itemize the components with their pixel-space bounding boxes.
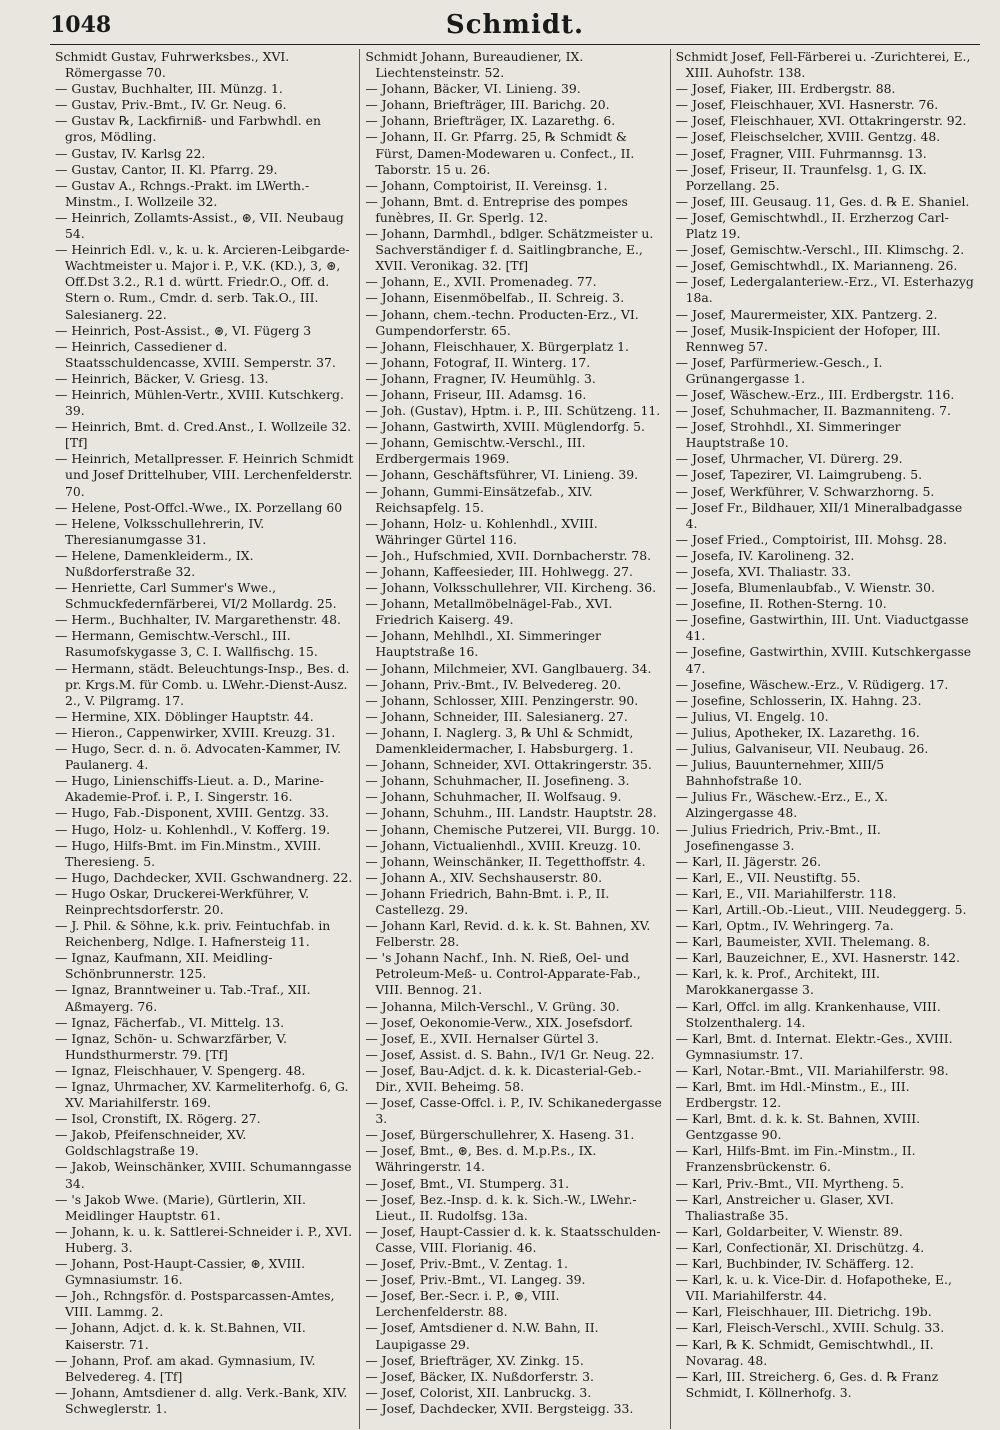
directory-entry: — Karl, ℞ K. Schmidt, Gemischtwhdl., II. Novarag. 48.: [675, 1336, 934, 1368]
directory-entry: — Johann, Schlosser, XIII. Penzingerstr. 90.: [365, 692, 639, 708]
directory-entry: — Josef, Priv.-Bmt., V. Zentag. 1.: [365, 1256, 568, 1272]
directory-entry: — Karl, k. k. Prof., Architekt, III. Marokkanergasse 3.: [675, 966, 880, 998]
directory-entry: — Karl, III. Streicherg. 6, Ges. d. ℞ Franz Schmidt, I. Köllnerhofg. 3.: [675, 1368, 939, 1400]
directory-entry: — Hugo, Secr. d. n. ö. Advocaten-Kammer, IV. Paulanerg. 4.: [55, 741, 342, 773]
directory-entry: — Johann, Adjct. d. k. k. St.Bahnen, VII. Kaiserstr. 71.: [55, 1320, 306, 1352]
directory-entry: — Josef, Bmt., VI. Stumperg. 31.: [365, 1175, 570, 1191]
directory-entry: — Johann, Geschäftsführer, VI. Linieng. 39.: [365, 467, 639, 483]
directory-entry: — Hugo, Fab.-Disponent, XVIII. Gentzg. 33.: [55, 805, 329, 821]
directory-entry: Schmidt Gustav, Fuhrwerksbes., XVI. Römergasse 70.: [55, 49, 290, 81]
directory-entry: — Josef, Briefträger, XV. Zinkg. 15.: [365, 1352, 584, 1368]
directory-entry: — 's Johann Nachf., Inh. N. Rieß, Oel- und Petroleum-Meß- u. Control-Apparate-Fab., VIII. Bennog. 21.: [365, 950, 641, 998]
directory-entry: — Julius, Galvaniseur, VII. Neubaug. 26.: [675, 741, 929, 757]
directory-entry: — Heinrich Edl. v., k. u. k. Arcieren-Leibgarde-Wachtmeister u. Major i. P., V.K. (KD.), 3, ⊛, Off.Dst 3.2., R.1 d. württ. Friedr.O., Off. d. Stern o. Rum., Cmdr. d. serb. Tak.O., III. Salesianerg. 22.: [55, 242, 350, 322]
directory-entry: — Josef, Bäcker, IX. Nußdorferstr. 3.: [365, 1368, 594, 1384]
directory-entry: Schmidt Josef, Fell-Färberei u. -Zurichterei, E., XIII. Auhofstr. 138.: [675, 49, 971, 81]
directory-entry: — Johann Karl, Revid. d. k. k. St. Bahnen, XV. Felberstr. 28.: [365, 918, 651, 950]
directory-entry: — Heinrich, Metallpresser. F. Heinrich Schmidt und Josef Drittelhuber, VIII. Lerchenfelderstr. 70.: [55, 451, 354, 499]
column-left: [50, 49, 359, 1429]
directory-entry: — Gustav, Priv.-Bmt., IV. Gr. Neug. 6.: [55, 97, 287, 113]
directory-entry: — Johann, Holz- u. Kohlenhdl., XVIII. Währinger Gürtel 116.: [365, 515, 598, 547]
directory-entry: — Karl, Optm., IV. Wehringerg. 7a.: [675, 918, 894, 934]
directory-entry: — Johann, Prof. am akad. Gymnasium, IV. Belvedereg. 4. [Tf]: [55, 1352, 316, 1384]
directory-entry: — Helene, Volksschullehrerin, IV. Theresianumgasse 31.: [55, 515, 265, 547]
directory-entry: — Josef, Maurermeister, XIX. Pantzerg. 2.: [675, 306, 938, 322]
directory-entry: — Johann, E., XVII. Promenadeg. 77.: [365, 274, 597, 290]
directory-entry: — Josef, Fleischselcher, XVIII. Gentzg. 48.: [675, 129, 941, 145]
directory-entry: — Jakob, Pfeifenschneider, XV. Goldschlagstraße 19.: [55, 1127, 247, 1159]
page-header: [50, 8, 980, 45]
directory-entry: — J. Phil. & Söhne, k.k. priv. Feintuchfab. in Reichenberg, Ndlge. I. Hafnersteig 11.: [55, 918, 331, 950]
directory-entry: — Josef, Gemischtwhdl., II. Erzherzog Carl-Platz 19.: [675, 209, 949, 242]
directory-entry: — Johann, Amtsdiener d. allg. Verk.-Bank, XIV. Schweglerstr. 1.: [55, 1384, 348, 1416]
directory-entry: — Johann, Darmhdl., bdlger. Schätzmeister u. Sachverständiger f. d. Saitlingbranche, E., XVII. Veronikag. 32. [Tf]: [365, 226, 654, 274]
directory-entry: — Johann, Metallmöbelnägel-Fab., XVI. Friedrich Kaiserg. 49.: [365, 596, 613, 628]
running-head: Schmidt.: [445, 10, 585, 40]
directory-entry: — Johann, Post-Haupt-Cassier, ⊛, XVIII. Gymnasiumstr. 16.: [55, 1256, 306, 1288]
directory-entry: — Gustav ℞, Lackfirniß- und Farbwhdl. en gros, Mödling.: [55, 113, 321, 145]
directory-entry: — Karl, E., VII. Mariahilferstr. 118.: [675, 885, 897, 901]
directory-entry: — Heinrich, Mühlen-Vertr., XVIII. Kutschkerg. 39.: [55, 386, 344, 419]
directory-entry: — Johann, Gummi-Einsätzefab., XIV. Reichsapfelg. 15.: [365, 483, 593, 515]
directory-entry: — Josef Fried., Comptoirist, III. Mohsg. 28.: [675, 531, 947, 547]
directory-entry: — Hermine, XIX. Döblinger Hauptstr. 44.: [55, 708, 314, 724]
directory-entry: — Johann, Bäcker, VI. Linieng. 39.: [365, 81, 581, 97]
directory-entry: — Josefine, Schlosserin, IX. Hahng. 23.: [675, 692, 922, 708]
directory-entry: — Josef, Bürgerschullehrer, X. Haseng. 31.: [365, 1127, 635, 1143]
directory-entry: — Josef, Uhrmacher, VI. Dürerg. 29.: [675, 451, 903, 467]
directory-entry: — Karl, E., VII. Neustiftg. 55.: [675, 869, 861, 885]
directory-entry: — Karl, Notar.-Bmt., VII. Mariahilferstr. 98.: [675, 1062, 949, 1078]
directory-entry: — Helene, Post-Offcl.-Wwe., IX. Porzellang 60: [55, 499, 343, 515]
directory-entry: — Karl, Baumeister, XVII. Thelemang. 8.: [675, 934, 931, 950]
directory-entry: — Herm., Buchhalter, IV. Margarethenstr. 48.: [55, 612, 341, 628]
directory-entry: — Jakob, Weinschänker, XVIII. Schumanngasse 34.: [55, 1159, 352, 1191]
directory-entry: — Josef, Gemischtwhdl., IX. Marianneng. 26.: [675, 258, 958, 274]
directory-entry: — Karl, Fleischhauer, III. Dietrichg. 19b.: [675, 1304, 932, 1320]
directory-entry: — Karl, Anstreicher u. Glaser, XVI. Thaliastraße 35.: [675, 1191, 894, 1223]
directory-entry: — Gustav, Cantor, II. Kl. Pfarrg. 29.: [55, 161, 278, 177]
directory-entry: — Hugo Oskar, Druckerei-Werkführer, V. Reinprechtsdorferstr. 20.: [55, 885, 310, 917]
directory-entry: — Josef, Schuhmacher, II. Bazmanniteng. 7.: [675, 403, 951, 419]
directory-entry: — Heinrich, Cassediener d. Staatsschuldencasse, XVIII. Semperstr. 37.: [55, 338, 336, 370]
directory-entry: — Johann, Briefträger, IX. Lazarethg. 6.: [365, 113, 616, 129]
directory-entry: — Josef, Fiaker, III. Erdbergstr. 88.: [675, 81, 896, 97]
directory-entry: — Josef, Colorist, XII. Lanbruckg. 3.: [365, 1384, 592, 1400]
directory-entry: — Johann, Fleischhauer, X. Bürgerplatz 1.: [365, 338, 629, 354]
directory-entry: — Johann, Schuhm., III. Landstr. Hauptstr. 28.: [365, 805, 657, 821]
directory-entry: — Josefine, Gastwirthin, XVIII. Kutschkergasse 47.: [675, 644, 972, 676]
directory-entry: — Julius, VI. Engelg. 10.: [675, 708, 829, 724]
directory-entry: — Josef, Friseur, II. Traunfelsg. 1, G. IX. Porzellang. 25.: [675, 161, 927, 193]
directory-entry: — Henriette, Carl Summer's Wwe., Schmuckfedernfärberei, VI/2 Mollardg. 25.: [55, 580, 337, 612]
directory-entry: — Johann, Schuhmacher, II. Josefineng. 3.: [365, 773, 630, 789]
directory-entry: — Josef, Musik-Inspicient der Hofoper, III. Rennweg 57.: [675, 322, 941, 354]
directory-entry: — Heinrich, Zollamts-Assist., ⊛, VII. Neubaug 54.: [55, 209, 344, 242]
directory-entry: — Josef, Ledergalanteriew.-Erz., VI. Esterhazyg 18a.: [675, 274, 974, 306]
directory-entry: — Josef, Wäschew.-Erz., III. Erdbergstr. 116.: [675, 386, 955, 402]
directory-entry: — Karl, Goldarbeiter, V. Wienstr. 89.: [675, 1223, 903, 1239]
directory-entry: — Josef, Gemischtw.-Verschl., III. Klimschg. 2.: [675, 242, 965, 258]
directory-entry: — Karl, Buchbinder, IV. Schäfferg. 12.: [675, 1256, 914, 1272]
directory-entry: — Josef, Assist. d. S. Bahn., IV/1 Gr. Neug. 22.: [365, 1046, 655, 1062]
directory-entry: — Gustav A., Rchngs.-Prakt. im LWerth.-Minstm., I. Wollzeile 32.: [55, 177, 310, 209]
directory-entry: — Julius Friedrich, Priv.-Bmt., II. Josefinengasse 3.: [675, 821, 881, 853]
directory-entry: — Josef, Amtsdiener d. N.W. Bahn, II. Laupigasse 29.: [365, 1320, 599, 1352]
directory-entry: — Johann, Schneider, XVI. Ottakringerstr. 35.: [365, 757, 652, 773]
directory-entry: — Josef, Fleischhauer, XVI. Hasnerstr. 76.: [675, 97, 939, 113]
directory-entry: — Julius, Bauunternehmer, XIII/5 Bahnhofstraße 10.: [675, 757, 885, 789]
directory-entry: — Ignaz, Uhrmacher, XV. Karmeliterhofg. 6, G. XV. Mariahilferstr. 169.: [55, 1079, 349, 1111]
directory-entry: — Josef, Fleischhauer, XVI. Ottakringerstr. 92.: [675, 113, 967, 129]
directory-entry: — Karl, Hilfs-Bmt. im Fin.-Minstm., II. Franzensbrückenstr. 6.: [675, 1143, 916, 1175]
directory-entry: — Johann, Fragner, IV. Heumühlg. 3.: [365, 370, 596, 386]
directory-entry: — Heinrich, Bäcker, V. Griesg. 13.: [55, 370, 269, 386]
directory-entry: — Hermann, Gemischtw.-Verschl., III. Rasumofskygasse 3, C. I. Wallfischg. 15.: [55, 628, 318, 660]
directory-entry: — Joh., Hufschmied, XVII. Dornbacherstr. 78.: [365, 547, 652, 563]
directory-entry: — Hieron., Cappenwirker, XVIII. Kreuzg. 31.: [55, 724, 336, 740]
directory-entry: — Josefa, XVI. Thaliastr. 33.: [675, 564, 851, 579]
directory-entry: — Karl, II. Jägerstr. 26.: [675, 853, 822, 869]
directory-entry: — Karl, Bauzeichner, E., XVI. Hasnerstr. 142.: [675, 950, 960, 966]
directory-entry: — Karl, Confectionär, XI. Drischützg. 4.: [675, 1239, 925, 1255]
directory-entry: — Josef, Parfürmeriew.-Gesch., I. Grünangergasse 1.: [675, 354, 883, 386]
directory-entry: — Josef, Fragner, VIII. Fuhrmannsg. 13.: [675, 145, 927, 161]
directory-entry: — Josef, Casse-Offcl. i. P., IV. Schikanedergasse 3.: [365, 1095, 662, 1127]
directory-entry: — Ignaz, Fleischhauer, V. Spengerg. 48.: [55, 1062, 306, 1078]
directory-entry: — Josef, Werkführer, V. Schwarzhorng. 5.: [675, 483, 935, 499]
directory-entry: — Karl, Bmt. d. k. k. St. Bahnen, XVIII. Gentzgasse 90.: [675, 1111, 921, 1143]
directory-entry: — Johann, k. u. k. Sattlerei-Schneider i. P., XVI. Huberg. 3.: [55, 1223, 353, 1255]
directory-entry: — Johann, Milchmeier, XVI. Ganglbauerg. 34.: [365, 660, 652, 676]
directory-entry: — 's Jakob Wwe. (Marie), Gürtlerin, XII. Meidlinger Hauptstr. 61.: [55, 1191, 306, 1223]
directory-entry: — Ignaz, Fächerfab., VI. Mittelg. 13.: [55, 1014, 285, 1030]
directory-entry: — Karl, Priv.-Bmt., VII. Myrtheng. 5.: [675, 1175, 905, 1191]
directory-entry: — Josefine, Wäschew.-Erz., V. Rüdigerg. 17.: [675, 676, 949, 692]
directory-entry: — Joh., Rchngsför. d. Postsparcassen-Amtes, VIII. Lammg. 2.: [55, 1288, 335, 1320]
directory-entry: — Karl, Bmt. im Hdl.-Minstm., E., III. Erdbergstr. 12.: [675, 1079, 910, 1111]
directory-entry: — Johann, I. Naglerg. 3, ℞ Uhl & Schmidt, Damenkleidermacher, I. Habsburgerg. 1.: [365, 724, 634, 757]
directory-entry: — Ignaz, Branntweiner u. Tab.-Traf., XII. Aßmayerg. 76.: [55, 982, 311, 1014]
directory-entry: — Hugo, Linienschiffs-Lieut. a. D., Marine-Akademie-Prof. i. P., I. Singerstr. 16.: [55, 773, 324, 805]
directory-entry: — Johann, Schneider, III. Salesianerg. 27.: [365, 708, 628, 724]
directory-entry: — Josef, Ber.-Secr. i. P., ⊛, VIII. Lerchenfelderstr. 88.: [365, 1288, 560, 1320]
directory-entry: — Johann, Eisenmöbelfab., II. Schreig. 3.: [365, 290, 625, 306]
directory-entry: — Johann, Gemischtw.-Verschl., III. Erdbergermais 1969.: [365, 435, 586, 467]
directory-entry: — Johann, Kaffeesieder, III. Hohlwegg. 27.: [365, 564, 633, 579]
directory-entry: — Johann, Mehlhdl., XI. Simmeringer Hauptstraße 16.: [365, 628, 601, 660]
directory-entry: — Heinrich, Post-Assist., ⊛, VI. Fügerg 3: [55, 322, 312, 338]
directory-entry: — Gustav, IV. Karlsg 22.: [55, 145, 206, 161]
entry-columns: [50, 49, 980, 1429]
directory-entry: — Hugo, Holz- u. Kohlenhdl., V. Kofferg. 19.: [55, 821, 331, 837]
directory-entry: — Hermann, städt. Beleuchtungs-Insp., Bes. d. pr. Krgs.M. für Comb. u. LWehr.-Dienst-Ausz. 2., V. Pilgramg. 17.: [55, 660, 350, 708]
directory-entry: — Josef, Priv.-Bmt., VI. Langeg. 39.: [365, 1272, 586, 1288]
directory-entry: — Josef, Haupt-Cassier d. k. k. Staatsschulden-Casse, VIII. Florianig. 46.: [365, 1223, 661, 1255]
directory-entry: — Josefa, Blumenlaubfab., V. Wienstr. 30.: [675, 580, 935, 596]
column-middle: [359, 49, 669, 1429]
directory-entry: — Isol, Cronstift, IX. Rögerg. 27.: [55, 1111, 261, 1127]
directory-entry: — Helene, Damenkleiderm., IX. Nußdorferstraße 32.: [55, 547, 254, 579]
directory-entry: — Karl, Bmt. d. Internat. Elektr.-Ges., XVIII. Gymnasiumstr. 17.: [675, 1030, 953, 1062]
directory-entry: — Johann, chem.-techn. Producten-Erz., VI. Gumpendorferstr. 65.: [365, 306, 639, 338]
directory-entry: — Josef Fr., Bildhauer, XII/1 Mineralbadgasse 4.: [675, 499, 963, 531]
directory-entry: — Josef, Strohhdl., XI. Simmeringer Hauptstraße 10.: [675, 419, 901, 451]
directory-entry: — Karl, k. u. k. Vice-Dir. d. Hofapotheke, E., VII. Mariahilferstr. 44.: [675, 1272, 952, 1304]
directory-entry: — Josefine, Gastwirthin, III. Unt. Viaductgasse 41.: [675, 612, 969, 644]
directory-entry: — Johann, Victualienhdl., XVIII. Kreuzg. 10.: [365, 837, 642, 853]
directory-entry: — Johann, Schuhmacher, II. Wolfsaug. 9.: [365, 789, 622, 805]
directory-entry: — Johann, Gastwirth, XVIII. Müglendorfg. 5.: [365, 419, 645, 435]
directory-entry: — Josef, Dachdecker, XVII. Bergsteigg. 33.: [365, 1400, 634, 1416]
directory-entry: — Karl, Offcl. im allg. Krankenhause, VIII. Stolzenthalerg. 14.: [675, 998, 941, 1030]
directory-entry: — Karl, Fleisch-Verschl., XVIII. Schulg. 33.: [675, 1320, 945, 1336]
directory-entry: — Joh. (Gustav), Hptm. i. P., III. Schützeng. 11.: [365, 403, 661, 419]
directory-entry: — Josefa, IV. Karolineng. 32.: [675, 547, 855, 563]
directory-entry: — Josef, Oekonomie-Verw., XIX. Josefsdorf.: [365, 1014, 633, 1030]
directory-entry: — Julius Fr., Wäschew.-Erz., E., X. Alzingergasse 48.: [675, 789, 888, 821]
directory-entry: — Johann A., XIV. Sechshauserstr. 80.: [365, 869, 603, 885]
directory-entry: — Karl, Artill.-Ob.-Lieut., VIII. Neudeggerg. 5.: [675, 901, 967, 917]
directory-entry: — Johann, Chemische Putzerei, VII. Burgg. 10.: [365, 821, 660, 837]
directory-entry: — Gustav, Buchhalter, III. Münzg. 1.: [55, 81, 283, 97]
directory-entry: — Johann, Briefträger, III. Barichg. 20.: [365, 97, 610, 113]
directory-entry: — Johann, Comptoirist, II. Vereinsg. 1.: [365, 177, 608, 193]
directory-entry: — Hugo, Hilfs-Bmt. im Fin.Minstm., XVIII. Theresieng. 5.: [55, 837, 322, 869]
directory-entry: — Julius, Apotheker, IX. Lazarethg. 16.: [675, 724, 920, 740]
directory-entry: — Ignaz, Schön- u. Schwarzfärber, V. Hundsthurmerstr. 79. [Tf]: [55, 1030, 287, 1062]
directory-entry: — Josef, Bmt., ⊛, Bes. d. M.p.P.s., IX. Währingerstr. 14.: [365, 1143, 597, 1175]
directory-entry: — Josef, Bau-Adjct. d. k. k. Dicasterial-Geb.-Dir., XVII. Beheimg. 58.: [365, 1062, 642, 1094]
directory-entry: — Josef, E., XVII. Hernalser Gürtel 3.: [365, 1030, 599, 1046]
directory-entry: — Ignaz, Kaufmann, XII. Meidling-Schönbrunnerstr. 125.: [55, 950, 273, 982]
directory-entry: — Josefine, II. Rothen-Sterng. 10.: [675, 596, 887, 612]
page-number: 1048: [50, 12, 112, 38]
directory-entry: — Johann, II. Gr. Pfarrg. 25, ℞ Schmidt & Fürst, Damen-Modewaren u. Confect., II. Taborstr. 15 u. 26.: [365, 129, 635, 177]
directory-entry: — Josef, Tapezirer, VI. Laimgrubeng. 5.: [675, 467, 923, 483]
directory-entry: Schmidt Johann, Bureaudiener, IX. Liechtensteinstr. 52.: [365, 49, 584, 81]
directory-entry: — Johann, Fotograf, II. Winterg. 17.: [365, 354, 591, 370]
directory-entry: — Johann, Bmt. d. Entreprise des pompes funèbres, II. Gr. Sperlg. 12.: [365, 193, 628, 225]
directory-entry: — Hugo, Dachdecker, XVII. Gschwandnerg. 22.: [55, 869, 353, 885]
directory-entry: — Heinrich, Bmt. d. Cred.Anst., I. Wollzeile 32. [Tf]: [55, 419, 352, 451]
directory-entry: — Josef, III. Geusaug. 11, Ges. d. ℞ E. Shaniel.: [675, 193, 970, 209]
directory-entry: — Johann, Friseur, III. Adamsg. 16.: [365, 386, 587, 402]
directory-entry: — Johann Friedrich, Bahn-Bmt. i. P., II. Castellezg. 29.: [365, 885, 610, 917]
directory-entry: — Johann, Priv.-Bmt., IV. Belvedereg. 20.: [365, 676, 622, 692]
directory-entry: — Josef, Bez.-Insp. d. k. k. Sich.-W., LWehr.-Lieut., II. Rudolfsg. 13a.: [365, 1191, 637, 1223]
directory-entry: — Johann, Volksschullehrer, VII. Kircheng. 36.: [365, 580, 657, 596]
directory-entry: — Johann, Weinschänker, II. Tegetthoffstr. 4.: [365, 853, 646, 869]
directory-entry: — Johanna, Milch-Verschl., V. Grüng. 30.: [365, 998, 620, 1014]
column-right: [670, 49, 980, 1429]
